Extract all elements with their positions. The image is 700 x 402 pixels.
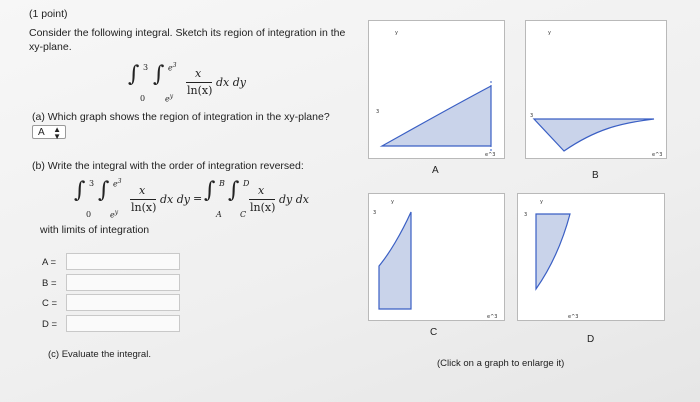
graph-a[interactable] bbox=[368, 20, 505, 159]
updown-arrows-icon: ▲ ▼ bbox=[53, 125, 61, 141]
rev-inner-upper-limit: D bbox=[243, 179, 250, 188]
y-tick-3: 3 bbox=[376, 109, 380, 115]
graph-b[interactable] bbox=[525, 20, 667, 159]
points-label: (1 point) bbox=[29, 8, 68, 20]
y-axis-marker: y bbox=[391, 199, 394, 205]
y-axis-marker: y bbox=[548, 30, 551, 36]
limit-d-input[interactable] bbox=[66, 315, 180, 332]
integrand-numerator: x bbox=[195, 67, 202, 80]
y-axis-marker: y bbox=[395, 30, 398, 36]
graph-c-caption: C bbox=[430, 327, 438, 338]
rev-inner-lower-limit: C bbox=[240, 210, 247, 219]
graph-d[interactable] bbox=[517, 193, 665, 321]
x-axis-marker: e^3 bbox=[568, 314, 579, 320]
graph-a-region bbox=[382, 86, 491, 146]
x-axis-marker: e^3 bbox=[485, 152, 496, 158]
limit-c-label: C = bbox=[42, 298, 58, 309]
graph-b-caption: B bbox=[592, 170, 599, 181]
graph-b-region bbox=[534, 119, 654, 151]
graph-select-dropdown[interactable] bbox=[32, 125, 66, 139]
problem-page: (1 point) Consider the following integral. Sketch its region of integration in the xy-plane. ∫ 3 0 ∫ $e^3$ $e^y$ x ln(x) dx dy (a) Which graph shows the region of integration in the xy-plane? A ▲ ▼ (b) Write the integral with the order of integration reversed: ∫ 3 0 ∫ $e^3$ $e^y$ x ln(x) dx dy = ∫ B A ∫ D C x ln(x) dy dx with limits of integration A = B = C = D = (c) Evaluate the integral. y 3 e^3 A y 3 e^3 B y 3 e^3 C y 3 e^3 D (Click on a graph to enlarge it) bbox=[0, 0, 700, 402]
limit-a-input[interactable] bbox=[66, 253, 180, 270]
integral-differentials: dx dy bbox=[216, 76, 246, 89]
outer-lower-limit: 0 bbox=[140, 94, 146, 103]
limits-label: with limits of integration bbox=[40, 224, 150, 236]
part-b-question: (b) Write the integral with the order of integration reversed: bbox=[32, 160, 304, 172]
graph-c-region bbox=[379, 212, 411, 309]
part-a-question: (a) Which graph shows the region of integration in the xy-plane? bbox=[32, 111, 330, 123]
limit-b-input[interactable] bbox=[66, 274, 180, 291]
y-axis-marker: y bbox=[540, 199, 543, 205]
enlarge-hint: (Click on a graph to enlarge it) bbox=[437, 358, 565, 369]
prompt-text-line1: Consider the following integral. Sketch its region of integration in the bbox=[29, 27, 346, 39]
y-tick-3: 3 bbox=[373, 210, 377, 216]
y-tick-3: 3 bbox=[530, 113, 534, 119]
integrand-denominator: ln(x) bbox=[187, 84, 213, 97]
limit-c-input[interactable] bbox=[66, 294, 180, 311]
rev-outer-lower-limit: A bbox=[216, 210, 222, 219]
limit-b-label: B = bbox=[42, 278, 57, 289]
limit-a-label: A = bbox=[42, 257, 56, 268]
inner-lower-limit: $e^y$ bbox=[165, 93, 174, 104]
rev-outer-upper-limit: B bbox=[219, 179, 225, 188]
part-c-question: (c) Evaluate the integral. bbox=[48, 349, 151, 360]
graph-c[interactable] bbox=[368, 193, 505, 321]
inner-upper-limit: $e^3$ bbox=[168, 62, 177, 73]
prompt-text-line2: xy-plane. bbox=[29, 41, 72, 53]
y-tick-3: 3 bbox=[524, 212, 528, 218]
outer-upper-limit: 3 bbox=[143, 63, 149, 72]
x-axis-marker: e^3 bbox=[652, 152, 663, 158]
limit-d-label: D = bbox=[42, 319, 58, 330]
graph-d-region bbox=[536, 214, 570, 289]
graph-d-caption: D bbox=[587, 334, 595, 345]
graph-a-caption: A bbox=[432, 165, 439, 176]
x-axis-marker: e^3 bbox=[487, 314, 498, 320]
selected-value: A bbox=[38, 127, 45, 138]
